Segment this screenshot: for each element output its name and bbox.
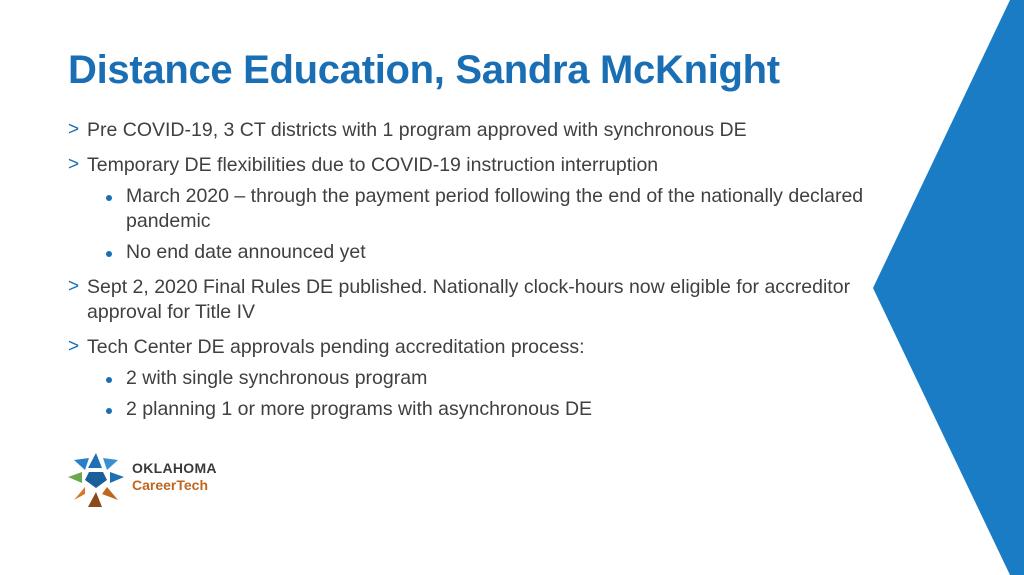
sub-bullet-item	[68, 397, 868, 422]
bullet-item	[68, 118, 868, 143]
dot-bullet-icon	[106, 251, 112, 257]
bullet-item	[68, 275, 868, 325]
logo-text-careertech: CareerTech	[132, 477, 209, 493]
bullet-text: Temporary DE flexibilities due to COVID-19 instruction interruption	[87, 154, 659, 176]
bullet-list	[68, 118, 868, 432]
sub-bullet-text: No end date announced yet	[126, 241, 366, 263]
bullet-item	[68, 335, 868, 422]
sub-bullet-item	[68, 184, 868, 234]
sub-bullet-item	[68, 366, 868, 391]
arrow-marker-icon: >	[68, 276, 80, 297]
dot-bullet-icon	[106, 408, 112, 414]
bullet-text: Tech Center DE approvals pending accreditation process:	[87, 336, 585, 358]
sub-bullet-text: 2 with single synchronous program	[126, 367, 428, 389]
bullet-item	[68, 153, 868, 265]
star-logo-icon	[66, 450, 126, 510]
bullet-text: Pre COVID-19, 3 CT districts with 1 program approved with synchronous DE	[87, 119, 747, 141]
arrow-marker-icon: >	[68, 154, 80, 175]
dot-bullet-icon	[106, 377, 112, 383]
sub-bullet-item	[68, 240, 868, 265]
bullet-text: Sept 2, 2020 Final Rules DE published. Nationally clock-hours now eligible for accreditor approval for Title IV	[87, 276, 851, 323]
sub-bullet-text: 2 planning 1 or more programs with asynchronous DE	[126, 398, 593, 420]
sub-bullet-text: March 2020 – through the payment period following the end of the nationally declared pandemic	[126, 185, 864, 232]
slide-title: Distance Education, Sandra McKnight	[68, 48, 780, 92]
dot-bullet-icon	[106, 195, 112, 201]
logo-text-oklahoma: OKLAHOMA	[132, 460, 217, 476]
oklahoma-careertech-logo	[66, 450, 236, 510]
arrow-marker-icon: >	[68, 119, 80, 140]
arrow-marker-icon: >	[68, 336, 80, 357]
